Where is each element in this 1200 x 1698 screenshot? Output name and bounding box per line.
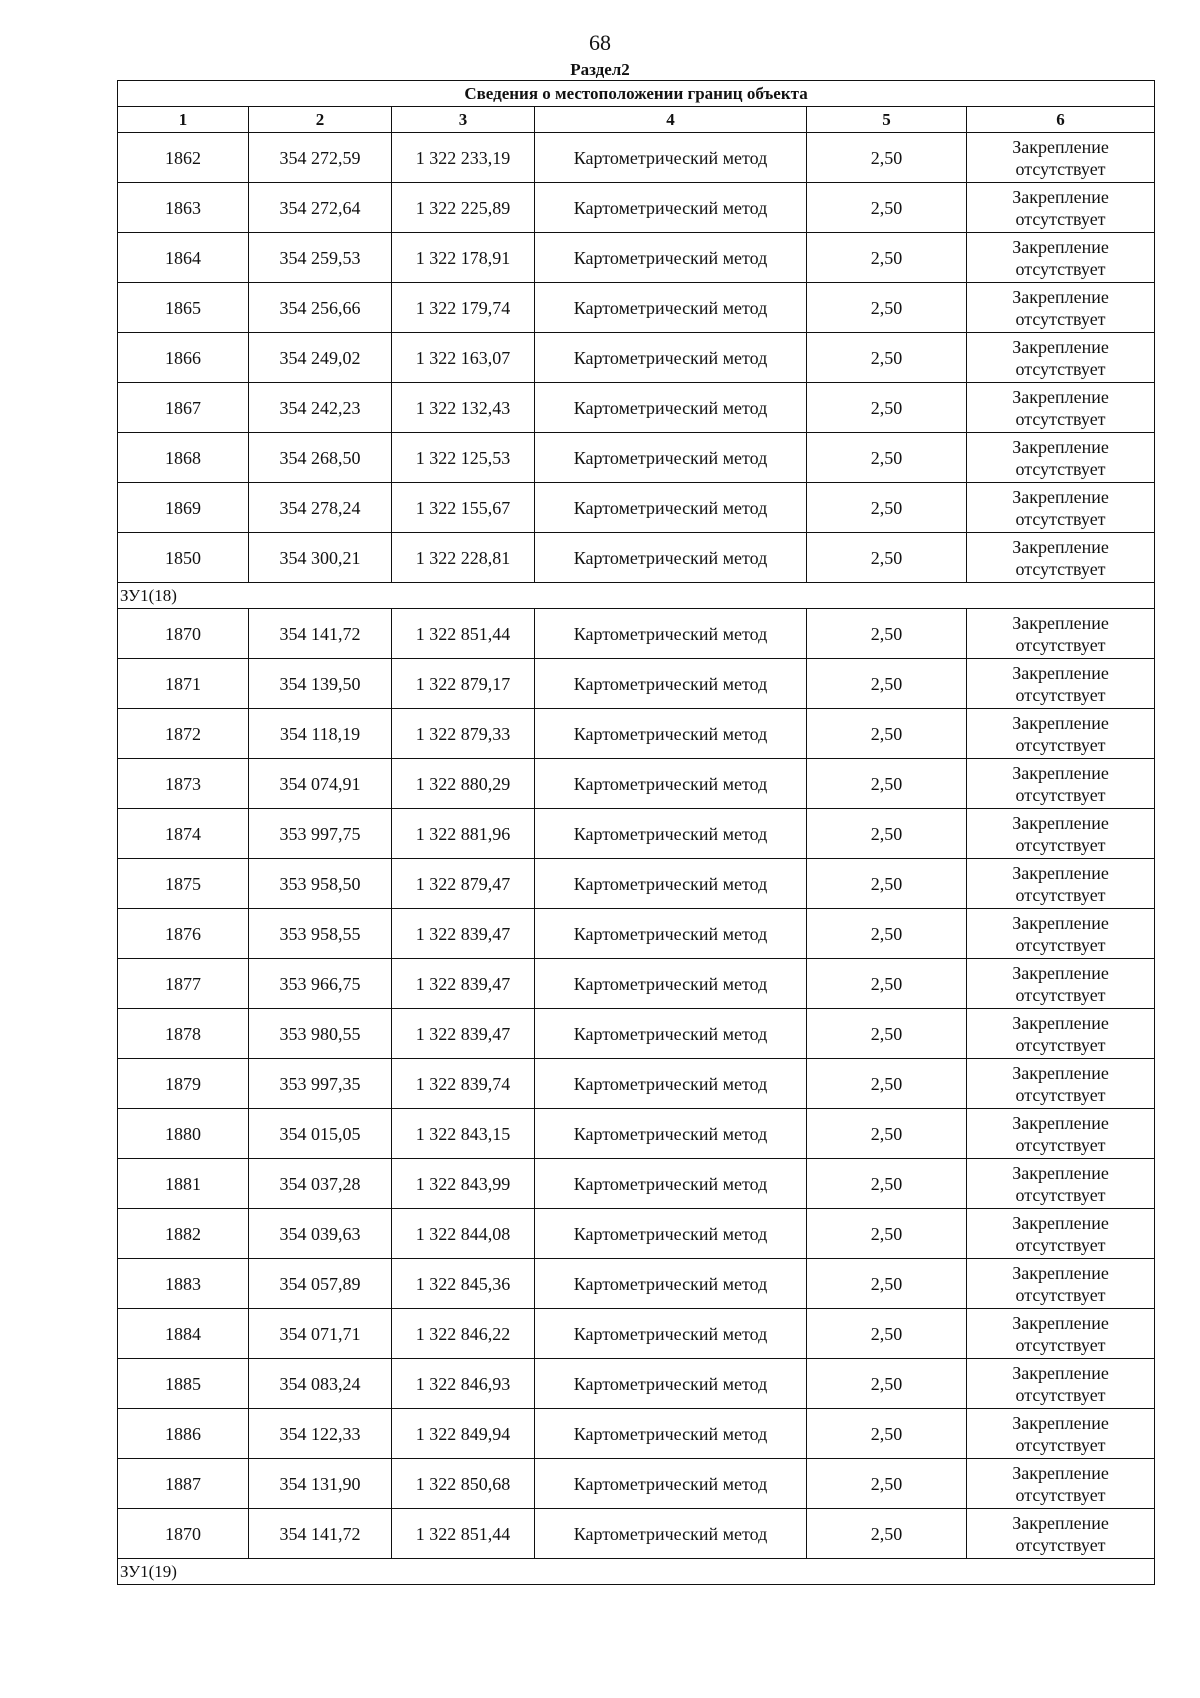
point-number-cell: 1864 bbox=[118, 233, 249, 283]
fixation-text-line: отсутствует bbox=[1015, 1084, 1106, 1105]
x-coordinate-cell: 354 256,66 bbox=[249, 283, 392, 333]
fixation-text-line: Закрепление bbox=[1012, 1312, 1109, 1333]
y-coordinate-cell: 1 322 846,22 bbox=[392, 1309, 535, 1359]
fixation-text-line: Закрепление bbox=[1012, 762, 1109, 783]
accuracy-cell: 2,50 bbox=[807, 1409, 967, 1459]
method-cell: Картометрический метод bbox=[535, 859, 807, 909]
x-coordinate-cell: 354 074,91 bbox=[249, 759, 392, 809]
fixation-cell bbox=[967, 609, 1155, 659]
method-cell: Картометрический метод bbox=[535, 1309, 807, 1359]
fixation-text-line: отсутствует bbox=[1015, 258, 1106, 279]
fixation-text-line: отсутствует bbox=[1015, 358, 1106, 379]
group-label: ЗУ1(19) bbox=[118, 1559, 1155, 1585]
fixation-text-line: Закрепление bbox=[1012, 336, 1109, 357]
table-row bbox=[118, 1259, 1155, 1309]
fixation-text-line: отсутствует bbox=[1015, 158, 1106, 179]
point-number-cell: 1885 bbox=[118, 1359, 249, 1409]
method-cell: Картометрический метод bbox=[535, 1409, 807, 1459]
y-coordinate-cell: 1 322 849,94 bbox=[392, 1409, 535, 1459]
fixation-text-line: Закрепление bbox=[1012, 612, 1109, 633]
accuracy-cell: 2,50 bbox=[807, 183, 967, 233]
point-number-cell: 1870 bbox=[118, 609, 249, 659]
fixation-text-line: Закрепление bbox=[1012, 812, 1109, 833]
y-coordinate-cell: 1 322 851,44 bbox=[392, 609, 535, 659]
accuracy-cell: 2,50 bbox=[807, 333, 967, 383]
table-row bbox=[118, 1359, 1155, 1409]
accuracy-cell: 2,50 bbox=[807, 483, 967, 533]
fixation-text-line: Закрепление bbox=[1012, 962, 1109, 983]
table-row bbox=[118, 1309, 1155, 1359]
fixation-text-line: Закрепление bbox=[1012, 662, 1109, 683]
method-cell: Картометрический метод bbox=[535, 809, 807, 859]
y-coordinate-cell: 1 322 839,47 bbox=[392, 959, 535, 1009]
fixation-text-line: отсутствует bbox=[1015, 1384, 1106, 1405]
point-number-cell: 1884 bbox=[118, 1309, 249, 1359]
point-number-cell: 1883 bbox=[118, 1259, 249, 1309]
point-number-cell: 1866 bbox=[118, 333, 249, 383]
table-row bbox=[118, 533, 1155, 583]
table-row bbox=[118, 1509, 1155, 1559]
y-coordinate-cell: 1 322 880,29 bbox=[392, 759, 535, 809]
fixation-cell bbox=[967, 433, 1155, 483]
x-coordinate-cell: 354 141,72 bbox=[249, 1509, 392, 1559]
method-cell: Картометрический метод bbox=[535, 959, 807, 1009]
method-cell: Картометрический метод bbox=[535, 1259, 807, 1309]
y-coordinate-cell: 1 322 155,67 bbox=[392, 483, 535, 533]
fixation-text-line: отсутствует bbox=[1015, 684, 1106, 705]
accuracy-cell: 2,50 bbox=[807, 1309, 967, 1359]
fixation-text-line: отсутствует bbox=[1015, 634, 1106, 655]
table-row bbox=[118, 659, 1155, 709]
x-coordinate-cell: 354 057,89 bbox=[249, 1259, 392, 1309]
table-row bbox=[118, 709, 1155, 759]
fixation-text-line: отсутствует bbox=[1015, 1234, 1106, 1255]
fixation-text-line: Закрепление bbox=[1012, 1062, 1109, 1083]
fixation-text-line: отсутствует bbox=[1015, 508, 1106, 529]
point-number-cell: 1873 bbox=[118, 759, 249, 809]
fixation-cell bbox=[967, 233, 1155, 283]
table-row bbox=[118, 909, 1155, 959]
point-number-cell: 1882 bbox=[118, 1209, 249, 1259]
x-coordinate-cell: 354 037,28 bbox=[249, 1159, 392, 1209]
method-cell: Картометрический метод bbox=[535, 1109, 807, 1159]
accuracy-cell: 2,50 bbox=[807, 1459, 967, 1509]
table-row bbox=[118, 1109, 1155, 1159]
method-cell: Картометрический метод bbox=[535, 333, 807, 383]
x-coordinate-cell: 353 980,55 bbox=[249, 1009, 392, 1059]
x-coordinate-cell: 354 139,50 bbox=[249, 659, 392, 709]
point-number-cell: 1887 bbox=[118, 1459, 249, 1509]
fixation-cell bbox=[967, 959, 1155, 1009]
accuracy-cell: 2,50 bbox=[807, 533, 967, 583]
x-coordinate-cell: 353 997,35 bbox=[249, 1059, 392, 1109]
column-header-row bbox=[118, 107, 1155, 133]
x-coordinate-cell: 354 268,50 bbox=[249, 433, 392, 483]
y-coordinate-cell: 1 322 132,43 bbox=[392, 383, 535, 433]
table-row bbox=[118, 1009, 1155, 1059]
fixation-cell bbox=[967, 909, 1155, 959]
x-coordinate-cell: 354 039,63 bbox=[249, 1209, 392, 1259]
method-cell: Картометрический метод bbox=[535, 609, 807, 659]
fixation-text-line: Закрепление bbox=[1012, 536, 1109, 557]
x-coordinate-cell: 354 259,53 bbox=[249, 233, 392, 283]
point-number-cell: 1875 bbox=[118, 859, 249, 909]
point-number-cell: 1865 bbox=[118, 283, 249, 333]
method-cell: Картометрический метод bbox=[535, 1209, 807, 1259]
y-coordinate-cell: 1 322 839,47 bbox=[392, 1009, 535, 1059]
accuracy-cell: 2,50 bbox=[807, 609, 967, 659]
y-coordinate-cell: 1 322 879,47 bbox=[392, 859, 535, 909]
x-coordinate-cell: 353 958,55 bbox=[249, 909, 392, 959]
fixation-cell bbox=[967, 709, 1155, 759]
x-coordinate-cell: 354 278,24 bbox=[249, 483, 392, 533]
fixation-text-line: отсутствует bbox=[1015, 984, 1106, 1005]
group-label-row bbox=[118, 583, 1155, 609]
fixation-text-line: Закрепление bbox=[1012, 1212, 1109, 1233]
method-cell: Картометрический метод bbox=[535, 759, 807, 809]
y-coordinate-cell: 1 322 839,47 bbox=[392, 909, 535, 959]
table-row bbox=[118, 609, 1155, 659]
accuracy-cell: 2,50 bbox=[807, 433, 967, 483]
point-number-cell: 1868 bbox=[118, 433, 249, 483]
y-coordinate-cell: 1 322 225,89 bbox=[392, 183, 535, 233]
accuracy-cell: 2,50 bbox=[807, 1259, 967, 1309]
y-coordinate-cell: 1 322 233,19 bbox=[392, 133, 535, 183]
fixation-cell bbox=[967, 383, 1155, 433]
accuracy-cell: 2,50 bbox=[807, 859, 967, 909]
accuracy-cell: 2,50 bbox=[807, 659, 967, 709]
fixation-text-line: отсутствует bbox=[1015, 1484, 1106, 1505]
y-coordinate-cell: 1 322 178,91 bbox=[392, 233, 535, 283]
group-label-row bbox=[118, 1559, 1155, 1585]
y-coordinate-cell: 1 322 839,74 bbox=[392, 1059, 535, 1109]
y-coordinate-cell: 1 322 850,68 bbox=[392, 1459, 535, 1509]
fixation-text-line: Закрепление bbox=[1012, 386, 1109, 407]
method-cell: Картометрический метод bbox=[535, 709, 807, 759]
fixation-text-line: Закрепление bbox=[1012, 1012, 1109, 1033]
y-coordinate-cell: 1 322 881,96 bbox=[392, 809, 535, 859]
fixation-text-line: отсутствует bbox=[1015, 1134, 1106, 1155]
fixation-text-line: Закрепление bbox=[1012, 1362, 1109, 1383]
fixation-cell bbox=[967, 1359, 1155, 1409]
x-coordinate-cell: 354 249,02 bbox=[249, 333, 392, 383]
x-coordinate-cell: 354 141,72 bbox=[249, 609, 392, 659]
fixation-text-line: Закрепление bbox=[1012, 436, 1109, 457]
fixation-cell bbox=[967, 183, 1155, 233]
fixation-cell bbox=[967, 1409, 1155, 1459]
accuracy-cell: 2,50 bbox=[807, 283, 967, 333]
fixation-text-line: Закрепление bbox=[1012, 1112, 1109, 1133]
group-label: ЗУ1(18) bbox=[118, 583, 1155, 609]
accuracy-cell: 2,50 bbox=[807, 909, 967, 959]
fixation-text-line: Закрепление bbox=[1012, 486, 1109, 507]
fixation-cell bbox=[967, 1009, 1155, 1059]
table-row bbox=[118, 1209, 1155, 1259]
fixation-text-line: отсутствует bbox=[1015, 1434, 1106, 1455]
accuracy-cell: 2,50 bbox=[807, 1209, 967, 1259]
fixation-text-line: отсутствует bbox=[1015, 1184, 1106, 1205]
accuracy-cell: 2,50 bbox=[807, 1509, 967, 1559]
point-number-cell: 1871 bbox=[118, 659, 249, 709]
fixation-cell bbox=[967, 283, 1155, 333]
table-body bbox=[118, 81, 1155, 1585]
fixation-cell bbox=[967, 1459, 1155, 1509]
method-cell: Картометрический метод bbox=[535, 1359, 807, 1409]
fixation-text-line: отсутствует bbox=[1015, 1284, 1106, 1305]
table-row bbox=[118, 759, 1155, 809]
method-cell: Картометрический метод bbox=[535, 533, 807, 583]
fixation-cell bbox=[967, 1109, 1155, 1159]
column-header: 1 bbox=[118, 107, 249, 133]
x-coordinate-cell: 354 272,59 bbox=[249, 133, 392, 183]
fixation-cell bbox=[967, 659, 1155, 709]
y-coordinate-cell: 1 322 843,15 bbox=[392, 1109, 535, 1159]
y-coordinate-cell: 1 322 179,74 bbox=[392, 283, 535, 333]
table-row bbox=[118, 1459, 1155, 1509]
fixation-text-line: отсутствует bbox=[1015, 884, 1106, 905]
table-row bbox=[118, 483, 1155, 533]
point-number-cell: 1867 bbox=[118, 383, 249, 433]
table-row bbox=[118, 859, 1155, 909]
point-number-cell: 1870 bbox=[118, 1509, 249, 1559]
fixation-text-line: Закрепление bbox=[1012, 912, 1109, 933]
accuracy-cell: 2,50 bbox=[807, 1359, 967, 1409]
y-coordinate-cell: 1 322 879,33 bbox=[392, 709, 535, 759]
method-cell: Картометрический метод bbox=[535, 233, 807, 283]
fixation-text-line: отсутствует bbox=[1015, 784, 1106, 805]
fixation-text-line: Закрепление bbox=[1012, 286, 1109, 307]
fixation-text-line: Закрепление bbox=[1012, 186, 1109, 207]
fixation-cell bbox=[967, 483, 1155, 533]
x-coordinate-cell: 354 015,05 bbox=[249, 1109, 392, 1159]
table-row bbox=[118, 433, 1155, 483]
fixation-cell bbox=[967, 859, 1155, 909]
fixation-text-line: отсутствует bbox=[1015, 208, 1106, 229]
table-row bbox=[118, 959, 1155, 1009]
boundary-table bbox=[117, 80, 1155, 1585]
x-coordinate-cell: 353 958,50 bbox=[249, 859, 392, 909]
column-header: 2 bbox=[249, 107, 392, 133]
fixation-cell bbox=[967, 533, 1155, 583]
table-caption: Сведения о местоположении границ объекта bbox=[118, 81, 1155, 107]
fixation-text-line: отсутствует bbox=[1015, 308, 1106, 329]
x-coordinate-cell: 354 131,90 bbox=[249, 1459, 392, 1509]
point-number-cell: 1878 bbox=[118, 1009, 249, 1059]
fixation-cell bbox=[967, 1259, 1155, 1309]
fixation-text-line: отсутствует bbox=[1015, 834, 1106, 855]
accuracy-cell: 2,50 bbox=[807, 383, 967, 433]
method-cell: Картометрический метод bbox=[535, 283, 807, 333]
fixation-text-line: Закрепление bbox=[1012, 1262, 1109, 1283]
fixation-cell bbox=[967, 1309, 1155, 1359]
fixation-text-line: отсутствует bbox=[1015, 458, 1106, 479]
table-caption-row bbox=[118, 81, 1155, 107]
column-header: 6 bbox=[967, 107, 1155, 133]
fixation-text-line: Закрепление bbox=[1012, 236, 1109, 257]
accuracy-cell: 2,50 bbox=[807, 1059, 967, 1109]
y-coordinate-cell: 1 322 228,81 bbox=[392, 533, 535, 583]
fixation-text-line: Закрепление bbox=[1012, 136, 1109, 157]
x-coordinate-cell: 353 966,75 bbox=[249, 959, 392, 1009]
accuracy-cell: 2,50 bbox=[807, 233, 967, 283]
point-number-cell: 1881 bbox=[118, 1159, 249, 1209]
x-coordinate-cell: 354 122,33 bbox=[249, 1409, 392, 1459]
point-number-cell: 1872 bbox=[118, 709, 249, 759]
page-number: 68 bbox=[589, 30, 611, 55]
fixation-text-line: отсутствует bbox=[1015, 1034, 1106, 1055]
y-coordinate-cell: 1 322 879,17 bbox=[392, 659, 535, 709]
fixation-cell bbox=[967, 1509, 1155, 1559]
column-header: 5 bbox=[807, 107, 967, 133]
table-row bbox=[118, 809, 1155, 859]
accuracy-cell: 2,50 bbox=[807, 1009, 967, 1059]
point-number-cell: 1886 bbox=[118, 1409, 249, 1459]
point-number-cell: 1862 bbox=[118, 133, 249, 183]
method-cell: Картометрический метод bbox=[535, 1059, 807, 1109]
y-coordinate-cell: 1 322 851,44 bbox=[392, 1509, 535, 1559]
point-number-cell: 1880 bbox=[118, 1109, 249, 1159]
method-cell: Картометрический метод bbox=[535, 433, 807, 483]
fixation-cell bbox=[967, 1059, 1155, 1109]
x-coordinate-cell: 354 083,24 bbox=[249, 1359, 392, 1409]
point-number-cell: 1869 bbox=[118, 483, 249, 533]
column-header: 4 bbox=[535, 107, 807, 133]
method-cell: Картометрический метод bbox=[535, 1459, 807, 1509]
accuracy-cell: 2,50 bbox=[807, 759, 967, 809]
point-number-cell: 1874 bbox=[118, 809, 249, 859]
x-coordinate-cell: 354 118,19 bbox=[249, 709, 392, 759]
method-cell: Картометрический метод bbox=[535, 183, 807, 233]
fixation-text-line: Закрепление bbox=[1012, 1462, 1109, 1483]
table-row bbox=[118, 183, 1155, 233]
x-coordinate-cell: 354 071,71 bbox=[249, 1309, 392, 1359]
table-row bbox=[118, 233, 1155, 283]
x-coordinate-cell: 353 997,75 bbox=[249, 809, 392, 859]
accuracy-cell: 2,50 bbox=[807, 709, 967, 759]
y-coordinate-cell: 1 322 843,99 bbox=[392, 1159, 535, 1209]
column-header: 3 bbox=[392, 107, 535, 133]
fixation-text-line: Закрепление bbox=[1012, 1162, 1109, 1183]
fixation-text-line: отсутствует bbox=[1015, 934, 1106, 955]
table-row bbox=[118, 383, 1155, 433]
fixation-text-line: отсутствует bbox=[1015, 734, 1106, 755]
y-coordinate-cell: 1 322 163,07 bbox=[392, 333, 535, 383]
table-row bbox=[118, 333, 1155, 383]
x-coordinate-cell: 354 242,23 bbox=[249, 383, 392, 433]
fixation-cell bbox=[967, 809, 1155, 859]
table-row bbox=[118, 1059, 1155, 1109]
fixation-cell bbox=[967, 333, 1155, 383]
fixation-text-line: Закрепление bbox=[1012, 712, 1109, 733]
table-row bbox=[118, 133, 1155, 183]
fixation-text-line: отсутствует bbox=[1015, 1334, 1106, 1355]
fixation-cell bbox=[967, 759, 1155, 809]
x-coordinate-cell: 354 300,21 bbox=[249, 533, 392, 583]
method-cell: Картометрический метод bbox=[535, 1159, 807, 1209]
y-coordinate-cell: 1 322 844,08 bbox=[392, 1209, 535, 1259]
fixation-cell bbox=[967, 1159, 1155, 1209]
method-cell: Картометрический метод bbox=[535, 383, 807, 433]
x-coordinate-cell: 354 272,64 bbox=[249, 183, 392, 233]
accuracy-cell: 2,50 bbox=[807, 133, 967, 183]
fixation-text-line: Закрепление bbox=[1012, 1412, 1109, 1433]
method-cell: Картометрический метод bbox=[535, 133, 807, 183]
fixation-text-line: Закрепление bbox=[1012, 1512, 1109, 1533]
method-cell: Картометрический метод bbox=[535, 909, 807, 959]
y-coordinate-cell: 1 322 845,36 bbox=[392, 1259, 535, 1309]
method-cell: Картометрический метод bbox=[535, 483, 807, 533]
section-title: Раздел2 bbox=[570, 60, 630, 79]
point-number-cell: 1850 bbox=[118, 533, 249, 583]
method-cell: Картометрический метод bbox=[535, 1509, 807, 1559]
fixation-text-line: отсутствует bbox=[1015, 408, 1106, 429]
fixation-cell bbox=[967, 1209, 1155, 1259]
fixation-cell bbox=[967, 133, 1155, 183]
table-row bbox=[118, 1159, 1155, 1209]
table-row bbox=[118, 283, 1155, 333]
point-number-cell: 1876 bbox=[118, 909, 249, 959]
accuracy-cell: 2,50 bbox=[807, 959, 967, 1009]
accuracy-cell: 2,50 bbox=[807, 1159, 967, 1209]
fixation-text-line: Закрепление bbox=[1012, 862, 1109, 883]
point-number-cell: 1877 bbox=[118, 959, 249, 1009]
point-number-cell: 1879 bbox=[118, 1059, 249, 1109]
method-cell: Картометрический метод bbox=[535, 1009, 807, 1059]
fixation-text-line: отсутствует bbox=[1015, 1534, 1106, 1555]
y-coordinate-cell: 1 322 846,93 bbox=[392, 1359, 535, 1409]
accuracy-cell: 2,50 bbox=[807, 809, 967, 859]
fixation-text-line: отсутствует bbox=[1015, 558, 1106, 579]
accuracy-cell: 2,50 bbox=[807, 1109, 967, 1159]
method-cell: Картометрический метод bbox=[535, 659, 807, 709]
point-number-cell: 1863 bbox=[118, 183, 249, 233]
table-row bbox=[118, 1409, 1155, 1459]
y-coordinate-cell: 1 322 125,53 bbox=[392, 433, 535, 483]
